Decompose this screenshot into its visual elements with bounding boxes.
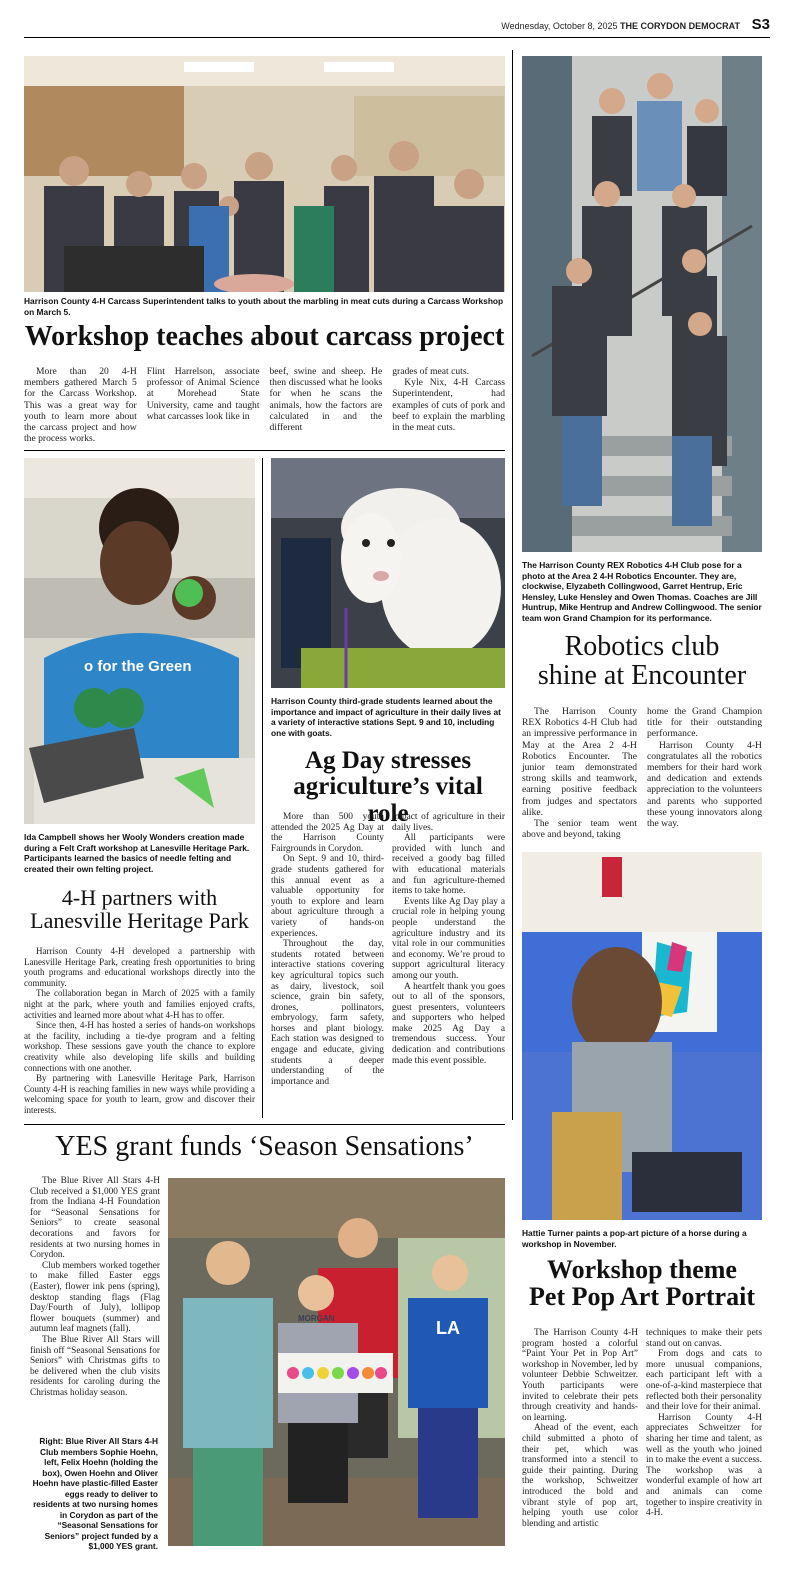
yes-article	[30, 1176, 160, 1398]
hoodie-sign: MORGAN	[298, 1314, 335, 1323]
agday-headline-line1: Ag Day stresses	[304, 747, 472, 774]
popart-c2p2: From dogs and cats to more unusual companions, each participant left with a one-of-a-kind masterpiece that reflected both their personality and their love for their animal.	[646, 1349, 762, 1413]
robotics-col2b: Harrison County 4-H congratulates all the robotics members for their hard work and dedication and extends appreciation to the volunteers and parents who supported these young innovators along the way.	[647, 739, 762, 830]
popart-caption: Hattie Turner paints a pop-art picture of a horse during a workshop in November.	[522, 1228, 747, 1249]
robotics-headline-line2: shine at Encounter	[537, 660, 747, 692]
popart-headline-line1: Workshop theme	[547, 1255, 737, 1284]
felt-p4: By partnering with Lanesville Heritage Park, Harrison County 4-H is reaching families in new ways while providing a welcoming space for youth to learn, grow and discover their interests.	[24, 1073, 255, 1115]
carcass-col4b: Kyle Nix, 4-H Carcass Superintendent, had examples of cuts of pork and beef to explain the marbling in the meat cuts.	[392, 377, 505, 434]
popart-c2p1: techniques to make their pets stand out on canvas.	[646, 1328, 762, 1349]
robotics-headline-line1: Robotics club	[564, 631, 720, 662]
agday-c2p3: Events like Ag Day play a crucial role in helping young people understand the agriculture industry and its vital role in our communities and economy. We’re proud to support agricultural literacy among our youth.	[392, 896, 505, 981]
felt-p3: Since then, 4-H has hosted a series of hands-on workshops at the facility, including a tie-dye program and a felting workshop. These sessions gave youth the chance to explore creativity while also developing life skills and building connections with one another.	[24, 1020, 255, 1073]
agday-c1p2: On Sept. 9 and 10, third-grade students gathered for this annual event as a valuable opportunity for youth to explore and learn about agriculture through a variety of hands-on experiences.	[271, 854, 384, 939]
column-rule	[262, 458, 263, 1118]
yes-caption-label: Right:	[39, 1436, 64, 1446]
carcass-col1: More than 20 4-H members gathered March 5 for the Carcass Workshop. This was a great way for youth to learn more about the carcass project and how the process works.	[24, 366, 137, 445]
agday-caption: Harrison County third-grade students learned about the importance and impact of agriculture in their daily lives at a variety of interactive stations Sept. 9 and 10, including one with goats.	[271, 696, 501, 738]
felt-photo	[24, 458, 255, 824]
header-dateline: Wednesday, October 8, 2025 THE CORYDON DEMOCRAT	[501, 21, 740, 31]
carcass-caption: Harrison County 4-H Carcass Superintendent talks to youth about the marbling in meat cuts during a Carcass Workshop on March 5.	[24, 296, 504, 317]
felt-p2: The collaboration began in March of 2025 with a family night at the park, where youth and families enjoyed crafts, activities and learned more about what 4-H has to offer.	[24, 988, 255, 1020]
agday-headline-line2: agriculture’s vital role	[293, 773, 483, 827]
agday-c2p4: A heartfelt thank you goes out to all of the sponsors, guest presenters, volunteers and supporters who helped make 2025 Ag Day a tremendous success. Your dedication and contributions made this event possible.	[392, 981, 505, 1066]
robotics-col1a: The Harrison County REX Robotics 4-H Club had an impressive performance in May at the Area 2 4-H Robotics Encounter. The junior team demonstrated strong skills and teamwork, earning positive feedback from judges and spectators alike.	[522, 706, 637, 818]
carcass-headline: Workshop teaches about carcass project	[24, 321, 505, 352]
popart-c1p2: Ahead of the event, each child submitted a photo of their pet, which was transformed into a stencil to guide their painting. During the workshop, Schweitzer introduced the bold and vibrant style of pop art, helping youth use color blending and artistic	[522, 1423, 638, 1529]
yes-p3: The Blue River All Stars will finish off “Seasonal Sensations for Seniors” with Christmas gifts to be delivered when the club visits residents for caroling during the Christmas holiday season.	[30, 1334, 160, 1398]
popart-c2p3: Harrison County 4-H appreciates Schweitzer for sharing her time and talent, as well as the youth who joined in to make the event a success. The workshop was a wonderful example of how art and animals can come together to inspire creativity in 4-H.	[646, 1412, 762, 1519]
shirt-text: o for the Green	[84, 658, 192, 675]
carcass-col3: beef, swine and sheep. He then discussed what he looks for when he scans the animals, how the factors are calculated in and the different	[269, 366, 383, 434]
felt-article	[24, 946, 255, 1116]
section-rule	[24, 450, 505, 451]
yes-headline: YES grant funds ‘Season Sensations’	[55, 1131, 474, 1162]
felt-headline	[24, 886, 255, 932]
carcass-photo	[24, 56, 505, 292]
page-header	[24, 16, 770, 38]
agday-c1p3: Throughout the day, students rotated between interactive stations covering key agricultural topics such as dairy, livestock, soil science, grain bin safety, drones, pollinators, embryology, farm safety, horses and plant biology. Each station was designed to engage and educate, giving students a deeper understanding of the importance and	[271, 939, 384, 1087]
yes-photo	[168, 1178, 505, 1546]
column-rule	[512, 50, 513, 1120]
popart-article	[522, 1328, 762, 1529]
robotics-photo	[522, 56, 762, 552]
felt-caption: Ida Campbell shows her Wooly Wonders creation made during a Felt Craft workshop at Lanesville Heritage Park. Participants learned the basics of needle felting and created their own felting project.	[24, 832, 250, 874]
carcass-col4a: grades of meat cuts.	[392, 366, 469, 377]
la-logo: LA	[436, 1318, 460, 1338]
popart-photo	[522, 852, 762, 1220]
yes-p1: The Blue River All Stars 4-H Club received a $1,000 YES grant from the Indiana 4-H Foundation for “Seasonal Sensations for Seniors” to create seasonal decorations and favors for residents at two nursing homes in Corydon.	[30, 1176, 160, 1261]
popart-headline	[522, 1256, 762, 1311]
section-rule	[24, 1124, 505, 1125]
robotics-col2a: home the Grand Champion title for their outstanding performance.	[647, 706, 762, 740]
felt-headline-line2: Lanesville Heritage Park	[30, 908, 249, 934]
felt-headline-line1: 4-H partners with	[61, 885, 218, 910]
agday-c2p2: All participants were provided with lunch and received a goody bag filled with educational materials and fun agriculture-themed items to take home.	[392, 833, 505, 897]
robotics-article	[522, 706, 762, 840]
robotics-headline	[522, 632, 762, 691]
carcass-col2: Flint Harrelson, associate professor of Animal Science at Morehead State University, came and taught what carcasses look like in	[146, 366, 260, 422]
yes-p2: Club members worked together to make filled Easter eggs (Easter), flower ink pens (spring), desktop standing flags (Flag Day/Fourth of July), lollipop flower bouquets (summer) and autumn leaf magnets (fall).	[30, 1260, 160, 1335]
robotics-caption: The Harrison County REX Robotics 4-H Club pose for a photo at the Area 2 4-H Robotics Encounter. They are, clockwise, Elyzabeth Collingwood, Garret Hentrup, Eric Hensley, Luke Hensley and Owen Thomas. Coaches are Jill Huntrup, Mike Hentrup and Andrew Collingwood. The senior team won Grand Champion for its performance.	[522, 560, 762, 623]
yes-caption	[28, 1436, 158, 1552]
page-number: S3	[751, 16, 770, 33]
popart-headline-line2: Pet Pop Art Portrait	[529, 1282, 755, 1312]
agday-article	[271, 812, 505, 1087]
carcass-article	[24, 366, 505, 444]
agday-photo	[271, 458, 505, 688]
felt-p1: Harrison County 4-H developed a partnership with Lanesville Heritage Park, creating fresh opportunities to bring youth programs and educational workshops directly into the community.	[24, 946, 255, 988]
popart-c1p1: The Harrison County 4-H program hosted a colorful “Paint Your Pet in Pop Art” workshop in November, led by volunteer Debbie Schweitzer. Youth participants were invited to celebrate their pets through creativity and hands-on learning.	[522, 1328, 639, 1423]
agday-c1p1: More than 500 youth attended the 2025 Ag Day at the Harrison County Fairgrounds in Corydon.	[271, 812, 384, 854]
robotics-col1b: The senior team went above and beyond, taking	[522, 818, 637, 841]
agday-c2p1: impact of agriculture in their daily lives.	[392, 812, 505, 833]
yes-caption-text: Blue River All Stars 4-H Club members Sophie Hoehn, left, Felix Hoehn (holding the box), Owen Hoehn and Oliver Hoehn have plastic-filled Easter eggs ready to deliver to residents at two nursing homes in Corydon as part of the “Seasonal Sensations for Seniors” project funded by a $1,000 YES grant.	[32, 1436, 158, 1551]
